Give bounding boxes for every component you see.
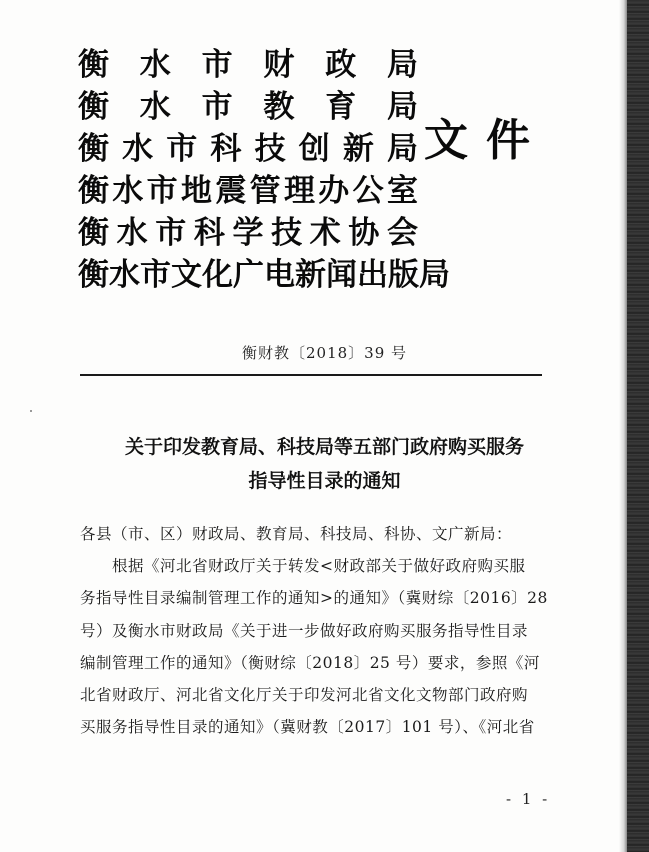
org-line xyxy=(78,254,450,296)
body-line: 号）及衡水市财政局《关于进一步做好政府购买服务指导性目录 xyxy=(80,621,529,640)
org-char: 水 xyxy=(112,173,144,209)
org-line xyxy=(78,212,418,254)
org-char: 文 xyxy=(171,257,202,293)
document-title-line-1: 关于印发教育局、科技局等五部门政府购买服务 xyxy=(124,436,524,458)
org-char: 技 xyxy=(271,215,303,251)
org-char: 衡 xyxy=(78,257,109,293)
org-char: 版 xyxy=(388,257,419,293)
document-title-line-2: 指导性目录的通知 xyxy=(248,470,401,492)
issuing-organizations xyxy=(78,44,450,296)
org-char: 衡 xyxy=(78,89,109,125)
org-char: 市 xyxy=(201,47,233,83)
org-char: 市 xyxy=(140,257,171,293)
body-line: 各县（市、区）财政局、教育局、科技局、科协、文广新局： xyxy=(80,525,513,543)
org-char: 水 xyxy=(139,47,171,83)
body-line: 编制管理工作的通知》（衡财综〔2018〕25 号）要求，参照《河 xyxy=(80,653,540,672)
org-char: 水 xyxy=(116,215,148,251)
org-char: 术 xyxy=(309,215,341,251)
org-char: 会 xyxy=(387,215,418,251)
org-line xyxy=(78,44,418,86)
org-line xyxy=(78,86,418,128)
org-char: 地 xyxy=(180,173,212,209)
org-char: 办 xyxy=(318,173,350,209)
org-char: 水 xyxy=(122,131,154,167)
org-char: 新 xyxy=(342,131,374,167)
org-char: 局 xyxy=(386,89,418,125)
org-line xyxy=(78,128,418,170)
org-char: 市 xyxy=(166,131,198,167)
org-char: 育 xyxy=(325,89,357,125)
org-char: 电 xyxy=(264,257,295,293)
org-char: 技 xyxy=(254,131,286,167)
org-char: 财 xyxy=(263,47,295,83)
org-char: 教 xyxy=(263,89,295,125)
org-char: 室 xyxy=(386,173,418,209)
org-char: 协 xyxy=(348,215,380,251)
scan-shadow xyxy=(619,0,627,852)
org-char: 新 xyxy=(295,257,326,293)
org-char: 局 xyxy=(386,47,418,83)
org-char: 衡 xyxy=(78,47,109,83)
org-char: 市 xyxy=(155,215,187,251)
body-line: 买服务指导性目录的通知》（冀财教〔2017〕101 号）、《河北省 xyxy=(80,718,535,737)
org-char: 闻 xyxy=(326,257,357,293)
body-line: 北省财政厅、河北省文化厅关于印发河北省文化文物部门政府购 xyxy=(80,686,529,704)
body-line: 根据《河北省财政厅关于转发<财政部关于做好政府购买服 xyxy=(80,557,526,576)
document-number: 衡财教〔2018〕39 号 xyxy=(241,344,408,362)
org-char: 广 xyxy=(233,257,264,293)
org-char: 学 xyxy=(232,215,264,251)
org-char: 衡 xyxy=(78,215,109,251)
org-char: 管 xyxy=(249,173,281,209)
org-char: 衡 xyxy=(78,131,109,167)
org-char: 震 xyxy=(215,173,247,209)
org-char: 创 xyxy=(298,131,330,167)
document-type-label: 文件 xyxy=(424,115,548,166)
scan-edge xyxy=(627,0,649,852)
org-char: 化 xyxy=(202,257,233,293)
org-char: 政 xyxy=(325,47,357,83)
scan-speck xyxy=(30,410,32,412)
org-char: 市 xyxy=(146,173,178,209)
org-char: 科 xyxy=(193,215,225,251)
org-char: 水 xyxy=(139,89,171,125)
header-divider xyxy=(80,374,542,376)
org-char: 出 xyxy=(357,257,388,293)
org-char: 公 xyxy=(352,173,384,209)
org-char: 市 xyxy=(201,89,233,125)
org-char: 理 xyxy=(283,173,315,209)
body-line: 务指导性目录编制管理工作的通知>的通知》（冀财综〔2016〕28 xyxy=(80,589,548,608)
org-char: 科 xyxy=(210,131,242,167)
org-char: 衡 xyxy=(78,173,109,209)
page-number: - 1 - xyxy=(506,790,551,808)
org-char: 局 xyxy=(386,131,418,167)
org-line xyxy=(78,170,418,212)
org-char: 水 xyxy=(109,257,140,293)
org-char: 局 xyxy=(419,257,450,293)
